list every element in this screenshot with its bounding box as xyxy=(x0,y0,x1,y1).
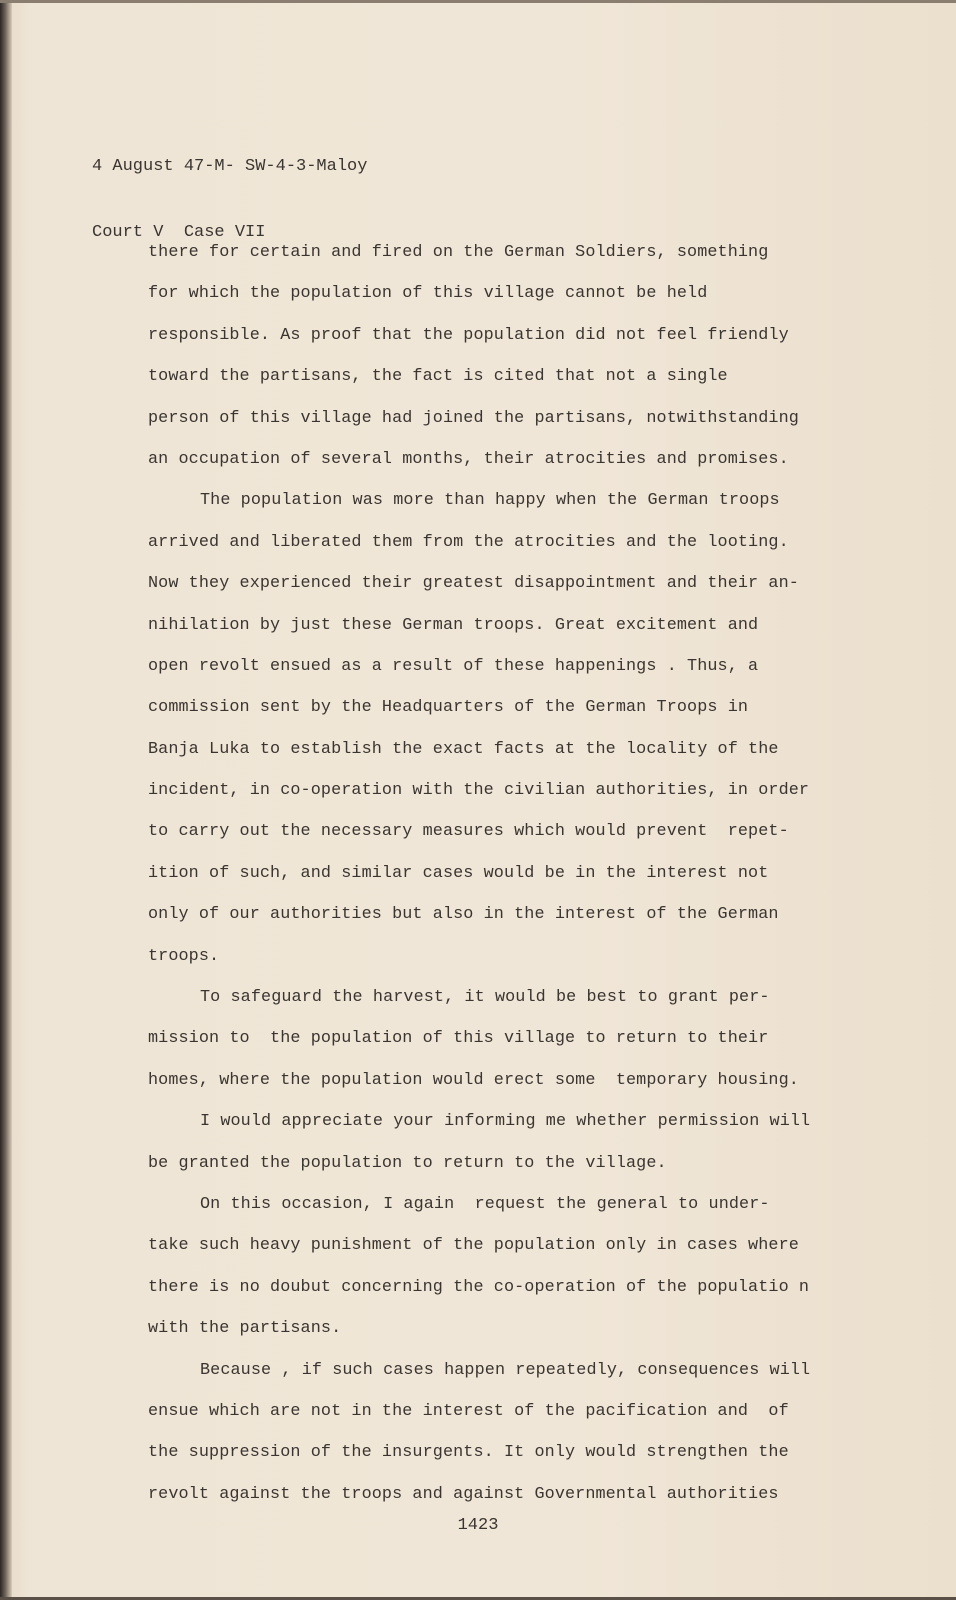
text-line: open revolt ensued as a result of these happenings . Thus, a xyxy=(148,656,759,676)
text-line: only of our authorities but also in the interest of the German xyxy=(148,905,779,925)
paragraph xyxy=(148,232,810,480)
text-line: Because , if such cases happen repeatedly, consequences will xyxy=(200,1360,811,1380)
text-line: responsible. As proof that the population did not feel friendly xyxy=(148,325,789,345)
page-left-edge xyxy=(0,0,12,1600)
text-line: be granted the population to return to the village. xyxy=(148,1153,667,1173)
text-line: for which the population of this village cannot be held xyxy=(148,284,708,304)
text-line: homes, where the population would erect some temporary housing. xyxy=(148,1070,799,1090)
header-court-case: Court V Case VII xyxy=(92,223,266,242)
text-line: commission sent by the Headquarters of the German Troops in xyxy=(148,698,749,718)
text-line: toward the partisans, the fact is cited that not a single xyxy=(148,367,728,387)
text-line: with the partisans. xyxy=(148,1319,342,1339)
document-body xyxy=(148,232,810,1515)
text-line: nihilation by just these German troops. Great excitement and xyxy=(148,615,759,635)
text-line: incident, in co-operation with the civilian authorities, in order xyxy=(148,781,810,801)
text-line: I would appreciate your informing me whether permission will xyxy=(200,1112,811,1132)
text-line: person of this village had joined the partisans, notwithstanding xyxy=(148,408,799,428)
text-line: to carry out the necessary measures which would prevent repet- xyxy=(148,822,789,842)
text-line: mission to the population of this village to return to their xyxy=(148,1029,769,1049)
paragraph xyxy=(148,480,810,977)
header-reference: 4 August 47-M- SW-4-3-Maloy xyxy=(92,157,368,176)
text-line: Now they experienced their greatest disappointment and their an- xyxy=(148,574,799,594)
paragraph xyxy=(148,1184,810,1350)
text-line: ensue which are not in the interest of the pacification and of xyxy=(148,1401,789,1421)
paragraph xyxy=(148,1101,810,1184)
text-line: there for certain and fired on the German Soldiers, something xyxy=(148,243,769,262)
text-line: The population was more than happy when the German troops xyxy=(200,491,780,511)
text-line: On this occasion, I again request the general to under- xyxy=(200,1194,770,1214)
page-top-edge xyxy=(0,0,956,3)
text-line: the suppression of the insurgents. It only would strengthen the xyxy=(148,1443,789,1463)
page-number: 1423 xyxy=(457,1516,499,1535)
text-line: take such heavy punishment of the population only in cases where xyxy=(148,1236,799,1256)
text-line: ition of such, and similar cases would be in the interest not xyxy=(148,863,769,883)
text-line: troops. xyxy=(148,946,220,966)
text-line: arrived and liberated them from the atrocities and the looting. xyxy=(148,532,789,552)
text-line: revolt against the troops and against Governmental authorities xyxy=(148,1484,779,1504)
text-line: To safeguard the harvest, it would be best to grant per- xyxy=(200,988,770,1008)
text-line: Banja Luka to establish the exact facts at the locality of the xyxy=(148,739,779,759)
text-line: there is no doubut concerning the co-operation of the populatio n xyxy=(148,1277,810,1297)
text-line: an occupation of several months, their atrocities and promises. xyxy=(148,449,789,469)
paragraph xyxy=(148,977,810,1101)
paragraph xyxy=(148,1350,810,1516)
